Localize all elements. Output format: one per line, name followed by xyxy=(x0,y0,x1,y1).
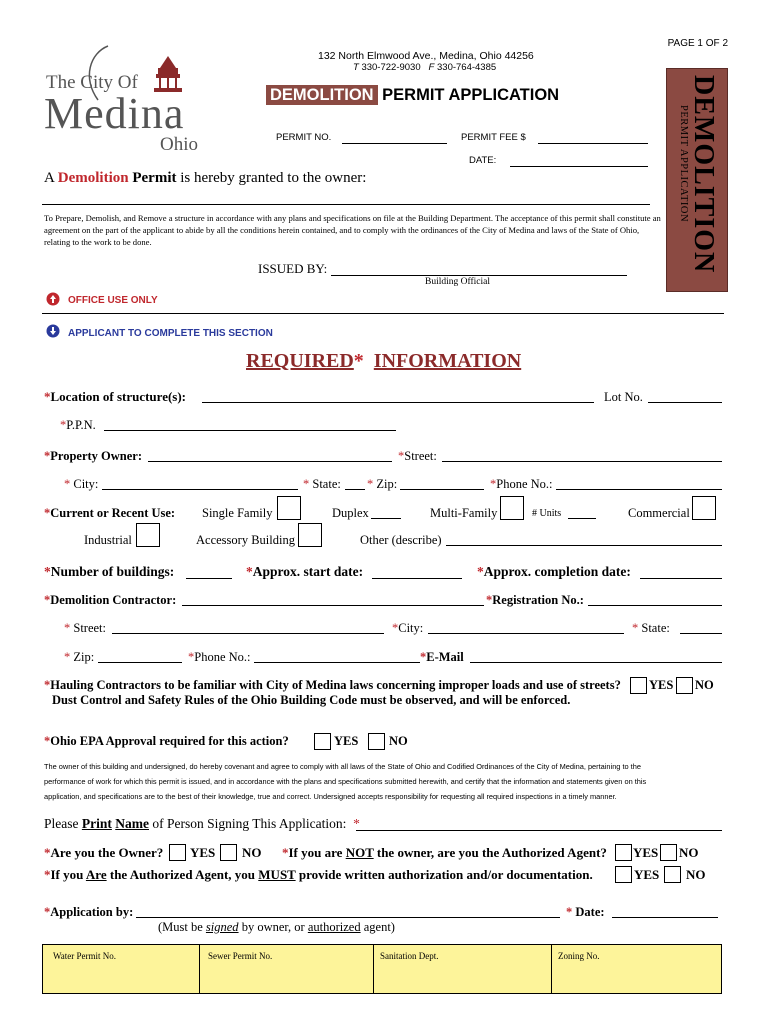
app-date-field[interactable] xyxy=(612,917,718,918)
permit-fee-field[interactable] xyxy=(538,143,648,144)
registration-field[interactable] xyxy=(588,605,722,606)
owner-grant-field[interactable] xyxy=(42,204,650,205)
owner-state-field[interactable] xyxy=(345,489,365,490)
legal-text: To Prepare, Demolish, and Remove a structure in accordance with any plans and specifications on file at the Building Department. The acceptance of this permit shall constitute an agreement on the part of the applicant to abide by all the conditions herein contained, and to comply with the ordinances of the City of Medina and laws of the State of Ohio, relating to the work to be done. xyxy=(44,213,661,247)
owner-city-text: City: xyxy=(73,477,99,491)
contractor-phone-text: Phone No.: xyxy=(194,650,251,664)
owner-state-label: * State: xyxy=(303,477,341,491)
hauling-yes-label: YES xyxy=(649,678,674,692)
start-date-label: *Approx. start date: xyxy=(246,564,364,579)
units-field[interactable] xyxy=(568,518,596,519)
owner-street-field[interactable] xyxy=(442,461,722,462)
contractor-email-text: E-Mail xyxy=(426,650,464,664)
num-buildings-label: *Number of buildings: xyxy=(44,564,175,579)
agent-auth-pre: If you xyxy=(50,867,86,882)
permit-fee-label: PERMIT FEE $ xyxy=(461,132,526,143)
side-banner xyxy=(666,68,728,292)
contractor-street-text: Street: xyxy=(73,621,107,635)
completion-date-text: Approx. completion date: xyxy=(483,564,631,579)
multi-family-option xyxy=(430,506,497,521)
current-use-label: *Current or Recent Use: xyxy=(44,506,176,520)
phone-line xyxy=(353,62,496,73)
industrial-checkbox[interactable] xyxy=(136,523,160,547)
application-by-text: Application by: xyxy=(50,905,134,919)
owner-no-label: NO xyxy=(242,845,262,860)
owner-zip-text: Zip: xyxy=(376,477,398,491)
agent-auth-yes-label: YES xyxy=(634,867,660,882)
start-date-field[interactable] xyxy=(372,578,462,579)
epa-yes-checkbox[interactable] xyxy=(314,733,331,750)
agent-yes-label: YES xyxy=(633,845,659,860)
property-owner-text: Property Owner: xyxy=(50,449,143,463)
units-label: # Units xyxy=(532,508,562,519)
contractor-state-text: State: xyxy=(641,621,670,635)
lot-no-label: Lot No. xyxy=(604,390,643,404)
signed-note-signed: signed xyxy=(205,920,239,934)
accessory-building-option xyxy=(196,533,295,548)
title-permit-application: PERMIT APPLICATION xyxy=(382,86,560,104)
hauling-line2: Dust Control and Safety Rules of the Ohio Building Code must be observed, and will be enforced. xyxy=(52,693,571,707)
required-word: REQUIRED xyxy=(246,350,354,372)
application-by-field[interactable] xyxy=(136,917,560,918)
section-divider xyxy=(42,313,724,314)
permit-no-field[interactable] xyxy=(342,143,447,144)
agent-question-post: the owner, are you the Authorized Agent? xyxy=(373,845,607,860)
industrial-option xyxy=(84,533,132,548)
fax-prefix: F xyxy=(428,62,435,73)
completion-date-field[interactable] xyxy=(640,578,722,579)
application-by-label: *Application by: xyxy=(44,905,134,919)
agent-no-label: NO xyxy=(679,845,699,860)
location-label: *Location of structure(s): xyxy=(44,389,187,404)
water-permit-label: Water Permit No. xyxy=(53,951,117,961)
title-demolition-highlight: DEMOLITION xyxy=(266,85,378,105)
agent-auth-post: provide written authorization and/or documentation. xyxy=(295,867,593,882)
industrial-text: Industrial xyxy=(84,533,132,547)
num-buildings-text: Number of buildings: xyxy=(50,564,175,579)
sanitation-cell[interactable] xyxy=(374,945,552,993)
print-name-name: Name xyxy=(115,816,149,831)
contractor-street-label: * Street: xyxy=(64,621,107,635)
granted-demolition: Demolition xyxy=(57,170,129,186)
app-date-text: Date: xyxy=(575,905,605,919)
date-label: DATE: xyxy=(469,155,497,166)
signed-note-mid: by owner, or xyxy=(238,920,308,934)
granted-permit: Permit xyxy=(128,170,177,186)
page-title xyxy=(266,86,559,105)
applicant-arrow-icon xyxy=(46,324,60,343)
epa-no-checkbox[interactable] xyxy=(368,733,385,750)
owner-phone-field[interactable] xyxy=(556,489,722,490)
agent-auth-yes-checkbox[interactable] xyxy=(615,866,632,883)
property-owner-field[interactable] xyxy=(148,461,392,462)
contractor-text: Demolition Contractor: xyxy=(50,593,177,607)
completion-date-label: *Approx. completion date: xyxy=(477,564,631,579)
single-family-option xyxy=(202,506,273,521)
other-text: Other (describe) xyxy=(360,533,442,547)
contractor-field[interactable] xyxy=(182,605,484,606)
lot-no-field[interactable] xyxy=(648,402,722,403)
registration-label: *Registration No.: xyxy=(486,593,584,607)
address-line: 132 North Elmwood Ave., Medina, Ohio 44256 xyxy=(318,50,534,62)
phone-prefix: T xyxy=(353,62,359,73)
other-field[interactable] xyxy=(446,545,722,546)
ppn-text: P.P.N. xyxy=(66,418,96,432)
signed-note-post: agent) xyxy=(360,920,395,934)
contractor-phone-label: *Phone No.: xyxy=(188,650,251,664)
agent-auth-mid: the Authorized Agent, you xyxy=(106,867,259,882)
contractor-email-label: *E-Mail xyxy=(420,650,464,664)
duplex-field[interactable] xyxy=(371,518,401,519)
logo-the-city-of: The City Of xyxy=(46,72,138,93)
agent-question-pre: If you are xyxy=(288,845,346,860)
agent-yes-checkbox[interactable] xyxy=(615,844,632,861)
office-use-arrow-icon xyxy=(46,292,60,311)
bottom-permits-table xyxy=(42,944,722,994)
logo-medina: Medina xyxy=(44,89,185,138)
multi-family-checkbox[interactable] xyxy=(500,496,524,520)
hauling-no-label: NO xyxy=(695,678,714,692)
water-permit-cell[interactable] xyxy=(43,945,200,993)
city-logo xyxy=(40,38,240,158)
single-family-text: Single Family xyxy=(202,506,273,520)
owner-phone-label: *Phone No.: xyxy=(490,477,553,491)
contractor-label: *Demolition Contractor: xyxy=(44,593,177,607)
print-name-please: Please xyxy=(44,816,82,831)
sewer-permit-label: Sewer Permit No. xyxy=(208,951,273,961)
building-official-label: Building Official xyxy=(425,277,490,287)
multi-family-text: Multi-Family xyxy=(430,506,498,520)
print-name-rest: of Person Signing This Application: xyxy=(149,816,347,831)
agent-auth-must: MUST xyxy=(258,867,296,882)
epa-question: *Ohio EPA Approval required for this action? xyxy=(44,734,289,748)
signed-note-authorized: authorized xyxy=(307,920,361,934)
num-buildings-field[interactable] xyxy=(186,578,232,579)
owner-zip-field[interactable] xyxy=(400,489,484,490)
sewer-permit-cell[interactable] xyxy=(200,945,374,993)
current-use-text: Current or Recent Use: xyxy=(50,506,176,520)
agent-no-checkbox[interactable] xyxy=(660,844,677,861)
certification-line-2: performance of work for which this permit is issued, and in accordance with the plans and specifications submitted herewith, and certify that the information and statements given on this xyxy=(44,777,647,786)
granted-rest: is hereby granted to the owner: xyxy=(176,170,367,186)
print-name-print: Print xyxy=(81,816,112,831)
agent-auth-statement: *If you Are the Authorized Agent, you MUST provide written authorization and/or documentation. xyxy=(44,867,593,882)
app-date-label: * Date: xyxy=(566,905,605,919)
hauling-line1: *Hauling Contractors to be familiar with City of Medina laws concerning improper loads and use of streets? xyxy=(44,678,621,692)
logo-ohio: Ohio xyxy=(160,134,198,155)
agent-auth-no-label: NO xyxy=(686,867,706,882)
signed-note xyxy=(158,920,395,935)
sanitation-label: Sanitation Dept. xyxy=(380,951,439,961)
other-option xyxy=(360,533,442,548)
print-name-field[interactable] xyxy=(356,830,722,831)
owner-yes-checkbox[interactable] xyxy=(169,844,186,861)
property-owner-label: *Property Owner: xyxy=(44,449,143,463)
granted-statement xyxy=(44,170,366,187)
location-field[interactable] xyxy=(202,402,594,403)
contractor-zip-label: * Zip: xyxy=(64,650,95,664)
accessory-building-text: Accessory Building xyxy=(196,533,295,547)
owner-no-checkbox[interactable] xyxy=(220,844,237,861)
owner-question-text: Are you the Owner? xyxy=(50,845,164,860)
single-family-checkbox[interactable] xyxy=(277,496,301,520)
contractor-zip-text: Zip: xyxy=(73,650,95,664)
contractor-city-label: *City: xyxy=(392,621,424,635)
date-field[interactable] xyxy=(510,166,648,167)
owner-question: *Are you the Owner? xyxy=(44,845,164,860)
phone-number: 330-722-9030 xyxy=(361,62,421,73)
owner-state-text: State: xyxy=(312,477,341,491)
owner-street-text: Street: xyxy=(404,449,437,463)
contractor-state-label: * State: xyxy=(632,621,670,635)
permit-no-label: PERMIT NO. xyxy=(276,132,332,143)
registration-text: Registration No.: xyxy=(492,593,584,607)
epa-text: Ohio EPA Approval required for this action? xyxy=(50,734,289,748)
commercial-option xyxy=(628,506,690,521)
certification-line-3: application, and specifications are to the best of their knowledge, true and correct. Undersigned accepts responsibility for requesting all required inspections in a timely manner. xyxy=(44,792,617,801)
required-information-heading xyxy=(246,350,521,373)
granted-a: A xyxy=(44,170,58,186)
issued-by-field[interactable] xyxy=(331,275,627,276)
contractor-city-field[interactable] xyxy=(428,633,624,634)
applicant-section-label: APPLICANT TO COMPLETE THIS SECTION xyxy=(68,328,273,339)
ppn-field[interactable] xyxy=(104,430,396,431)
office-use-only-label: OFFICE USE ONLY xyxy=(68,295,158,306)
accessory-building-checkbox[interactable] xyxy=(298,523,322,547)
duplex-option xyxy=(332,506,369,521)
issued-by-label: ISSUED BY: xyxy=(258,261,328,276)
owner-phone-text: Phone No.: xyxy=(496,477,553,491)
owner-zip-label: * Zip: xyxy=(367,477,398,491)
duplex-text: Duplex xyxy=(332,506,369,520)
agent-question: *If you are NOT the owner, are you the Authorized Agent? xyxy=(282,845,607,860)
page-number: PAGE 1 OF 2 xyxy=(667,38,728,49)
agent-question-not: NOT xyxy=(345,845,374,860)
zoning-label: Zoning No. xyxy=(558,951,600,961)
contractor-street-field[interactable] xyxy=(112,633,384,634)
agent-auth-are: Are xyxy=(85,867,107,882)
certification-line-1: The owner of this building and undersigned, do hereby covenant and agree to comply with all laws of the State of Ohio and Codified Ordinances of the City of Medina, pertaining to the xyxy=(44,762,641,771)
signed-note-pre: (Must be xyxy=(158,920,206,934)
ppn-label: *P.P.N. xyxy=(60,418,96,432)
owner-street-label: *Street: xyxy=(398,449,437,463)
owner-city-field[interactable] xyxy=(102,489,298,490)
contractor-zip-field[interactable] xyxy=(98,662,182,663)
owner-yes-label: YES xyxy=(190,845,216,860)
epa-no-label: NO xyxy=(389,734,408,748)
commercial-text: Commercial xyxy=(628,506,690,520)
information-word: INFORMATION xyxy=(373,350,522,372)
print-name-label: Please Print Name of Person Signing This Application: * xyxy=(44,816,360,831)
owner-city-label: * City: xyxy=(64,477,99,491)
required-asterisk: * xyxy=(353,350,364,372)
hauling-no-checkbox[interactable] xyxy=(676,677,693,694)
contractor-state-field[interactable] xyxy=(680,633,722,634)
hauling-text: Hauling Contractors to be familiar with City of Medina laws concerning improper loads and use of streets? xyxy=(50,678,621,692)
side-banner-demolition: DEMOLITION xyxy=(688,75,719,274)
contractor-email-field[interactable] xyxy=(470,662,722,663)
agent-auth-no-checkbox[interactable] xyxy=(664,866,681,883)
start-date-text: Approx. start date: xyxy=(252,564,364,579)
location-text: Location of structure(s): xyxy=(50,389,187,404)
epa-yes-label: YES xyxy=(334,734,359,748)
contractor-city-text: City: xyxy=(398,621,424,635)
fax-number: 330-764-4385 xyxy=(437,62,497,73)
hauling-yes-checkbox[interactable] xyxy=(630,677,647,694)
side-banner-permit-application: PERMIT APPLICATION xyxy=(678,105,689,223)
contractor-phone-field[interactable] xyxy=(254,662,420,663)
zoning-cell[interactable] xyxy=(552,945,721,993)
commercial-checkbox[interactable] xyxy=(692,496,716,520)
